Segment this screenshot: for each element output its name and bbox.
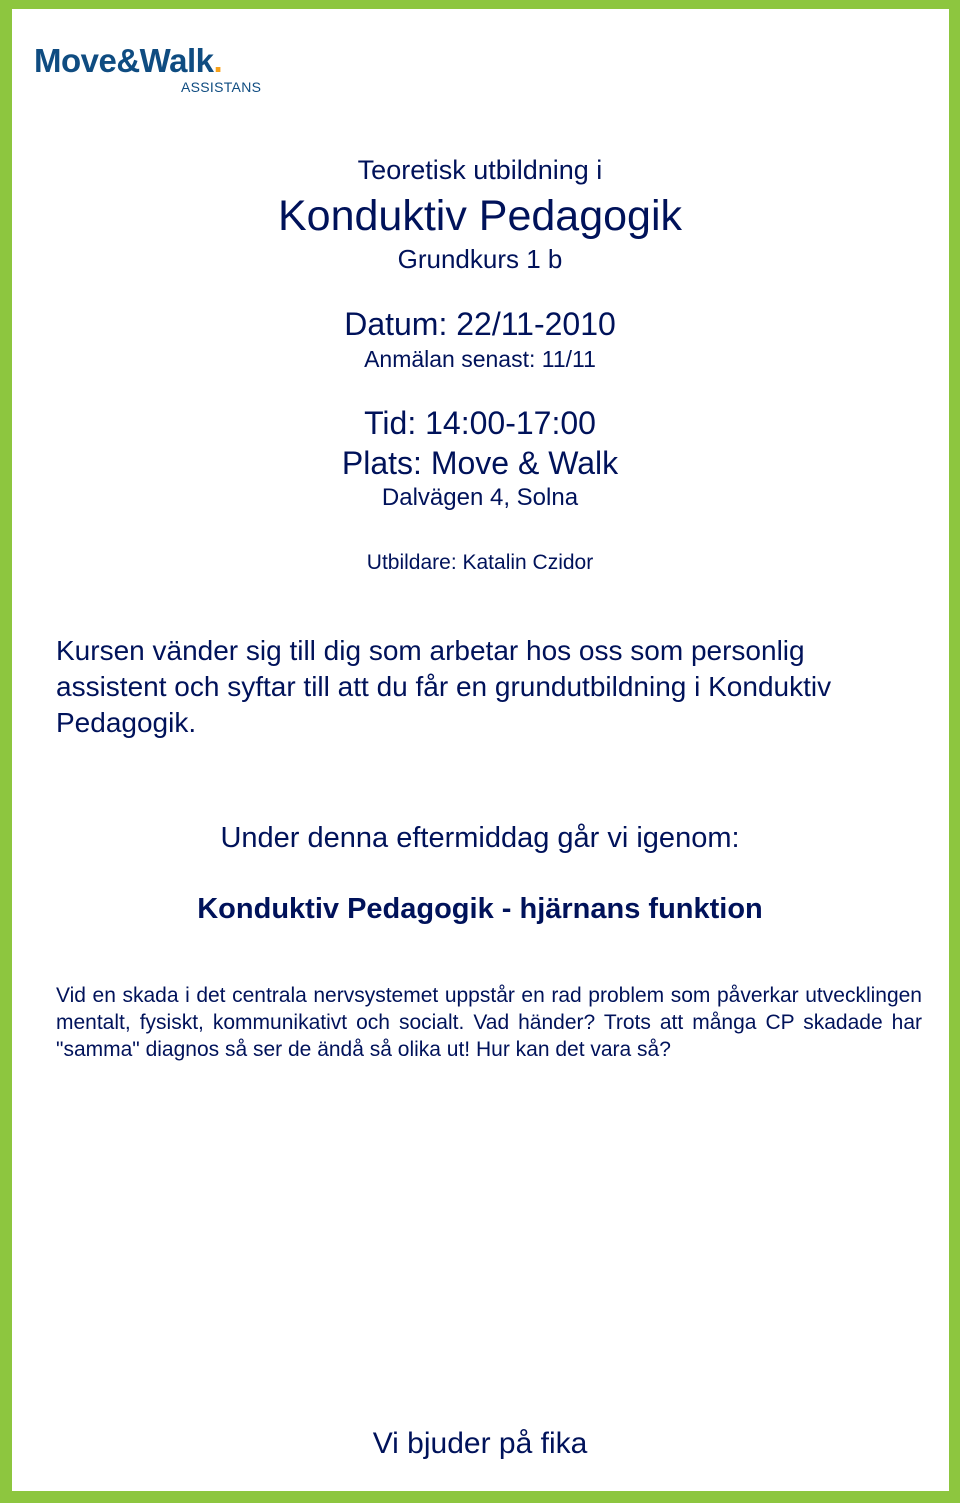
course-place: Plats: Move & Walk <box>341 445 619 481</box>
agenda-lead: Under denna eftermiddag går vi igenom: <box>220 822 740 854</box>
move-walk-logo <box>34 42 274 98</box>
logo-dot: . <box>213 42 223 79</box>
footer-note: Vi bjuder på fika <box>372 1427 588 1460</box>
agenda-topic: Konduktiv Pedagogik - hjärnans funktion <box>197 893 763 925</box>
course-date: Datum: 22/11-2010 <box>344 306 616 342</box>
course-address: Dalvägen 4, Solna <box>381 484 579 511</box>
logo-wordmark: Move&Walk. <box>34 42 223 79</box>
description-paragraph: Vid en skada i det centrala nervsystemet uppstår en rad problem som påverkar utvecklingen mentalt, fysiskt, kommunikativt och socialt. Vad händer? Trots att många CP skadade har "samma" diagnos så ser de ändå så olika ut! Hur kan det vara så? <box>56 984 922 1061</box>
registration-deadline: Anmälan senast: 11/11 <box>364 346 596 372</box>
pre-title: Teoretisk utbildning i <box>357 155 603 185</box>
course-subtitle: Grundkurs 1 b <box>397 244 563 274</box>
course-trainer: Utbildare: Katalin Czidor <box>366 551 594 574</box>
course-time: Tid: 14:00-17:00 <box>364 405 596 441</box>
intro-paragraph: Kursen vänder sig till dig som arbetar hos oss som personlig assistent och syftar till att du får en grundutbildning i Konduktiv Pedagogik. <box>56 635 832 738</box>
course-title: Konduktiv Pedagogik <box>277 192 682 240</box>
logo-subtitle: ASSISTANS <box>181 79 262 95</box>
